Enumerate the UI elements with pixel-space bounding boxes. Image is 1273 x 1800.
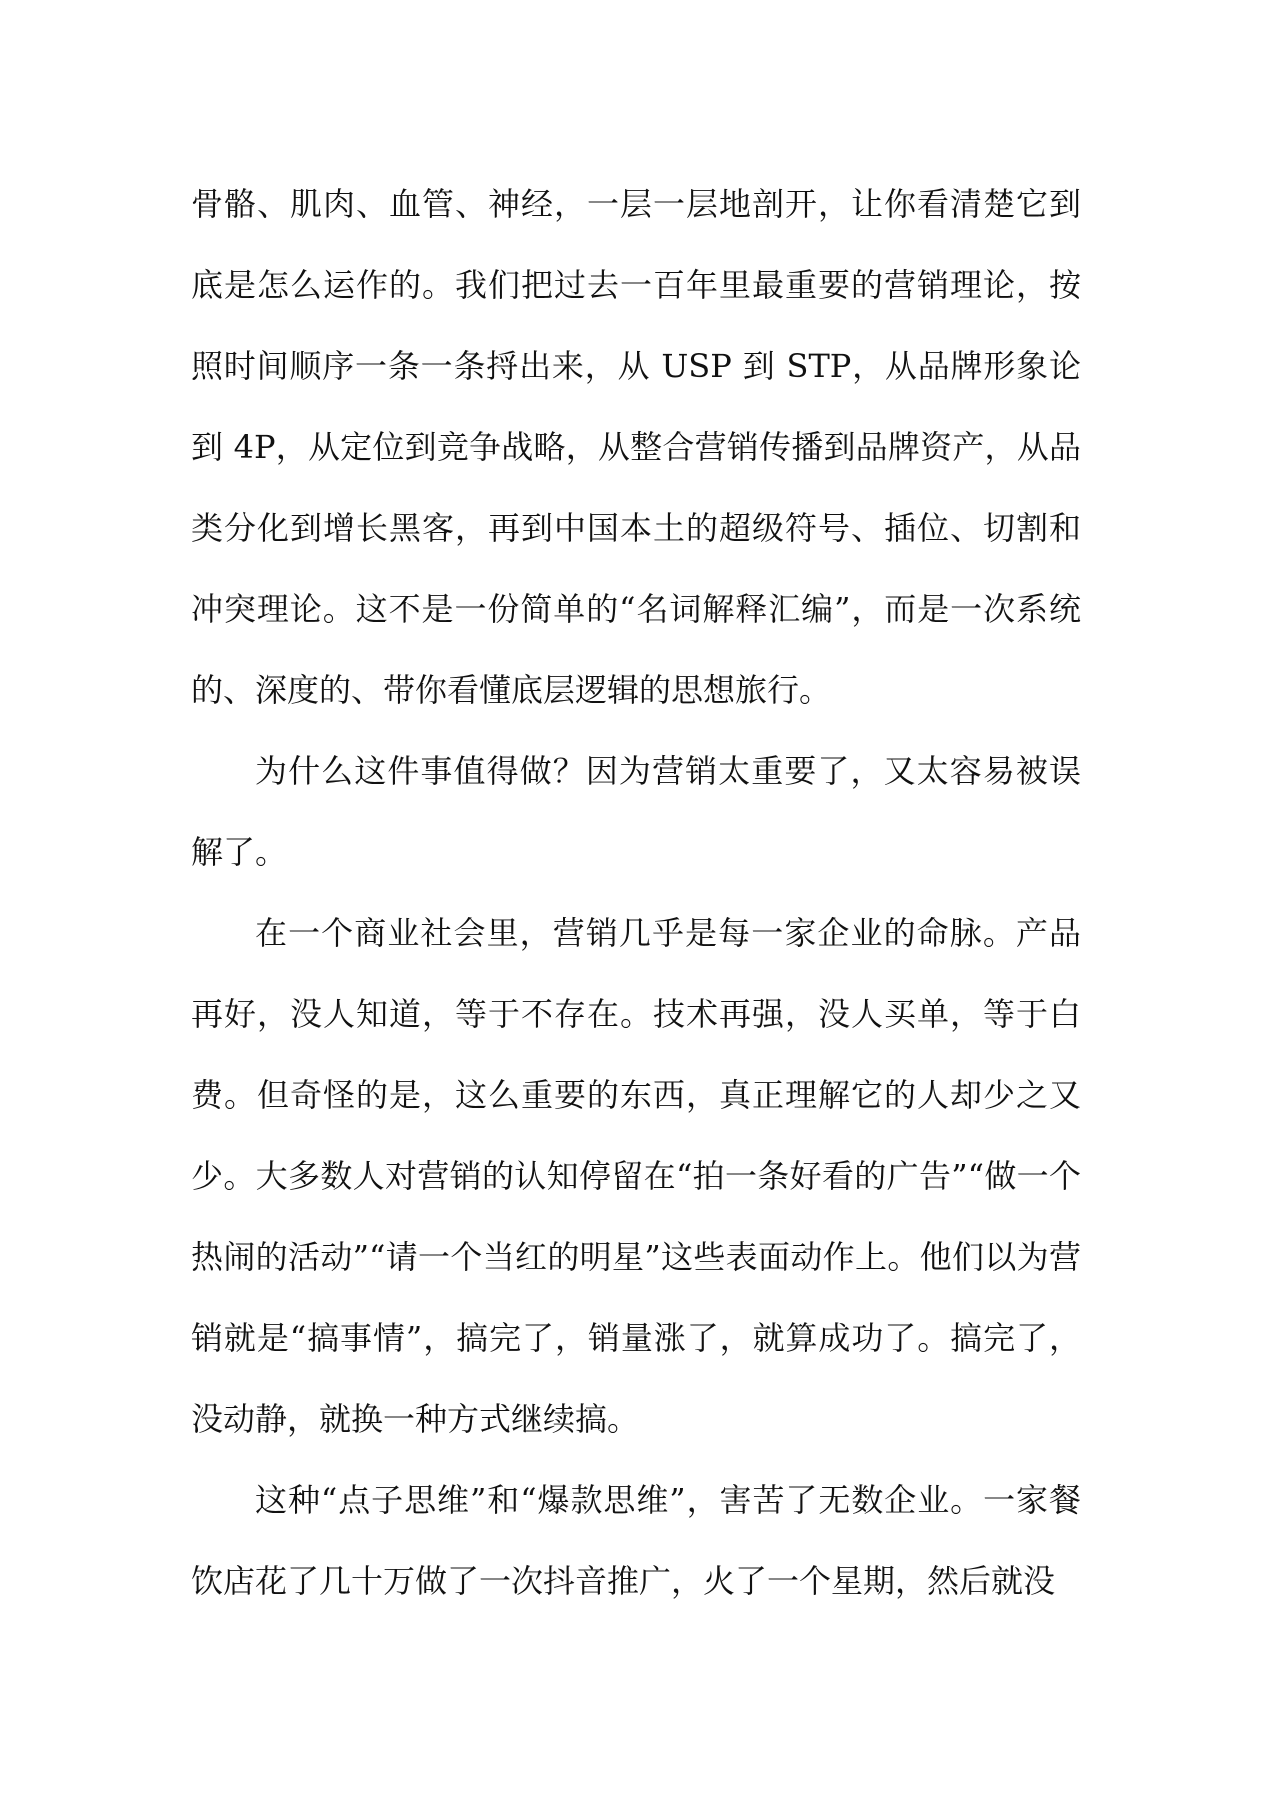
paragraph: 为什么这件事值得做？因为营销太重要了，又太容易被误解了。 xyxy=(191,752,1081,871)
paragraph: 这种“点子思维”和“爆款思维”，害苦了无数企业。一家餐饮店花了几十万做了一次抖音推广，火了一个星期，然后就没 xyxy=(191,1481,1081,1600)
paragraph-continued: 骨骼、肌肉、血管、神经，一层一层地剖开，让你看清楚它到底是怎么运作的。我们把过去一百年里最重要的营销理论，按照时间顺序一条一条捋出来，从 USP 到 STP，从品牌形象论到 4P，从定位到竞争战略，从整合营销传播到品牌资产，从品类分化到增长黑客，再到中国本土的超级符号、插位、切割和冲突理论。这不是一份简单的“名词解释汇编”，而是一次系统的、深度的、带你看懂底层逻辑的思想旅行。 xyxy=(191,185,1081,709)
body-text xyxy=(191,164,1081,1622)
paragraph: 在一个商业社会里，营销几乎是每一家企业的命脉。产品再好，没人知道，等于不存在。技术再强，没人买单，等于白费。但奇怪的是，这么重要的东西，真正理解它的人却少之又少。大多数人对营销的认知停留在“拍一条好看的广告”“做一个热闹的活动”“请一个当红的明星”这些表面动作上。他们以为营销就是“搞事情”，搞完了，销量涨了，就算成功了。搞完了，没动静，就换一种方式继续搞。 xyxy=(191,914,1081,1438)
